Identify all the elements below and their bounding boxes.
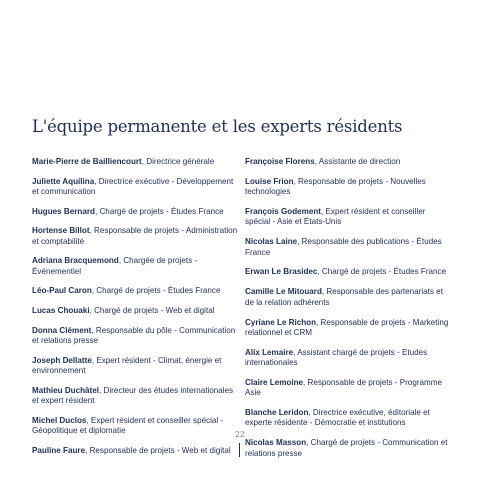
staff-name: Erwan Le Brasidec [245, 267, 318, 277]
staff-entry [32, 446, 238, 456]
staff-role: , Chargé de projets - Communication et relations presse [245, 438, 448, 458]
staff-role: , Expert résident - Climat, énergie et environnement [32, 355, 222, 375]
staff-entry [32, 306, 238, 316]
staff-role: , Responsable de projets - Web et digital [85, 445, 231, 455]
staff-role: , Directrice exécutive - Développement et communication [32, 176, 234, 196]
staff-name: Marie-Pierre de Bailliencourt [32, 157, 142, 166]
staff-entry [32, 157, 238, 167]
staff-role: , Expert résident et conseiller spécial - Géopolitique et diplomatie [32, 415, 224, 435]
staff-role: , Responsable de projets - Marketing relationnel et CRM [245, 317, 449, 337]
staff-entry [32, 386, 238, 407]
staff-name: Nicolas Masson [245, 438, 307, 448]
staff-name: François Godement [245, 207, 322, 217]
staff-role: , Chargée de projets - Événementiel [32, 256, 198, 276]
staff-entry [32, 177, 238, 198]
staff-role: , Responsable du pôle - Communication et relations presse [32, 325, 236, 345]
staff-entry [245, 157, 451, 167]
staff-name: Alix Lemaire [245, 347, 294, 357]
staff-entry [245, 177, 451, 198]
staff-entry [245, 207, 451, 228]
staff-name: Léo-Paul Caron [32, 286, 92, 296]
staff-entry [32, 326, 238, 347]
staff-role: , Responsable de projets - Programme Asie [245, 377, 443, 398]
staff-name: Nicolas Laine [245, 237, 298, 247]
staff-name: Michel Duclos [32, 415, 87, 425]
staff-name: Hortense Billot [32, 226, 90, 236]
page-number-rule [239, 443, 240, 457]
staff-role: , Chargé de projets - Études France [91, 286, 221, 296]
staff-entry [245, 408, 451, 429]
staff-role: , Chargé de projets - Études France [94, 206, 224, 216]
staff-entry [32, 207, 238, 217]
staff-entry [32, 356, 238, 377]
page-number: 22 [234, 430, 246, 439]
staff-entry [32, 256, 238, 277]
staff-name: Hugues Bernard [32, 206, 95, 216]
staff-entry [245, 348, 451, 369]
staff-entry [245, 378, 451, 399]
page-title: L'équipe permanente et les experts résidents [32, 117, 403, 136]
staff-name: Louise Frion [245, 176, 294, 186]
staff-entry [245, 318, 451, 339]
staff-name: Françoise Florens [245, 157, 315, 166]
staff-name: Camille Le Mitouard [245, 287, 322, 297]
staff-name: Claire Lemoine [245, 377, 304, 387]
staff-role: , Responsable de projets - Nouvelles technologies [245, 176, 426, 197]
staff-role: , Directrice générale [141, 157, 215, 166]
staff-name: Blanche Leridon [245, 408, 309, 418]
staff-entry [245, 267, 451, 277]
staff-column-right [245, 157, 451, 468]
staff-name: Donna Clément [32, 325, 92, 335]
staff-role: , Directrice exécutive, éditoriale et experte résidente - Démocratie et institutions [245, 408, 430, 428]
staff-role: , Chargé de projets - Web et digital [89, 306, 215, 316]
staff-entry [32, 226, 238, 247]
staff-entry [32, 286, 238, 296]
staff-role: , Assistant chargé de projets - Etudes internationales [245, 347, 428, 368]
staff-role: , Expert résident et conseiller spécial - Asie et États-Unis [245, 207, 426, 227]
staff-name: Lucas Chouaki [32, 306, 90, 316]
staff-column-left [32, 157, 238, 465]
staff-name: Juliette Aquilina [32, 176, 95, 186]
staff-role: , Responsable de projets - Administration et comptabilité [32, 226, 238, 246]
staff-role: , Assistante de direction [314, 157, 401, 166]
staff-role: , Chargé de projets - Études France [317, 267, 447, 277]
staff-entry [245, 287, 451, 308]
staff-role: , Responsable des partenariats et de la relation adhérents [245, 287, 443, 307]
staff-role: , Responsable des publications - Études France [245, 237, 442, 257]
staff-name: Joseph Dellatte [32, 355, 92, 365]
staff-name: Pauline Faure [32, 445, 86, 455]
staff-name: Cyriane Le Richon [245, 317, 317, 327]
staff-name: Mathieu Duchâtel [32, 385, 100, 395]
staff-name: Adriana Bracquemond [32, 256, 119, 266]
staff-entry [245, 237, 451, 258]
staff-role: , Directeur des études internationales et expert résident [32, 385, 234, 405]
staff-entry [245, 438, 451, 459]
